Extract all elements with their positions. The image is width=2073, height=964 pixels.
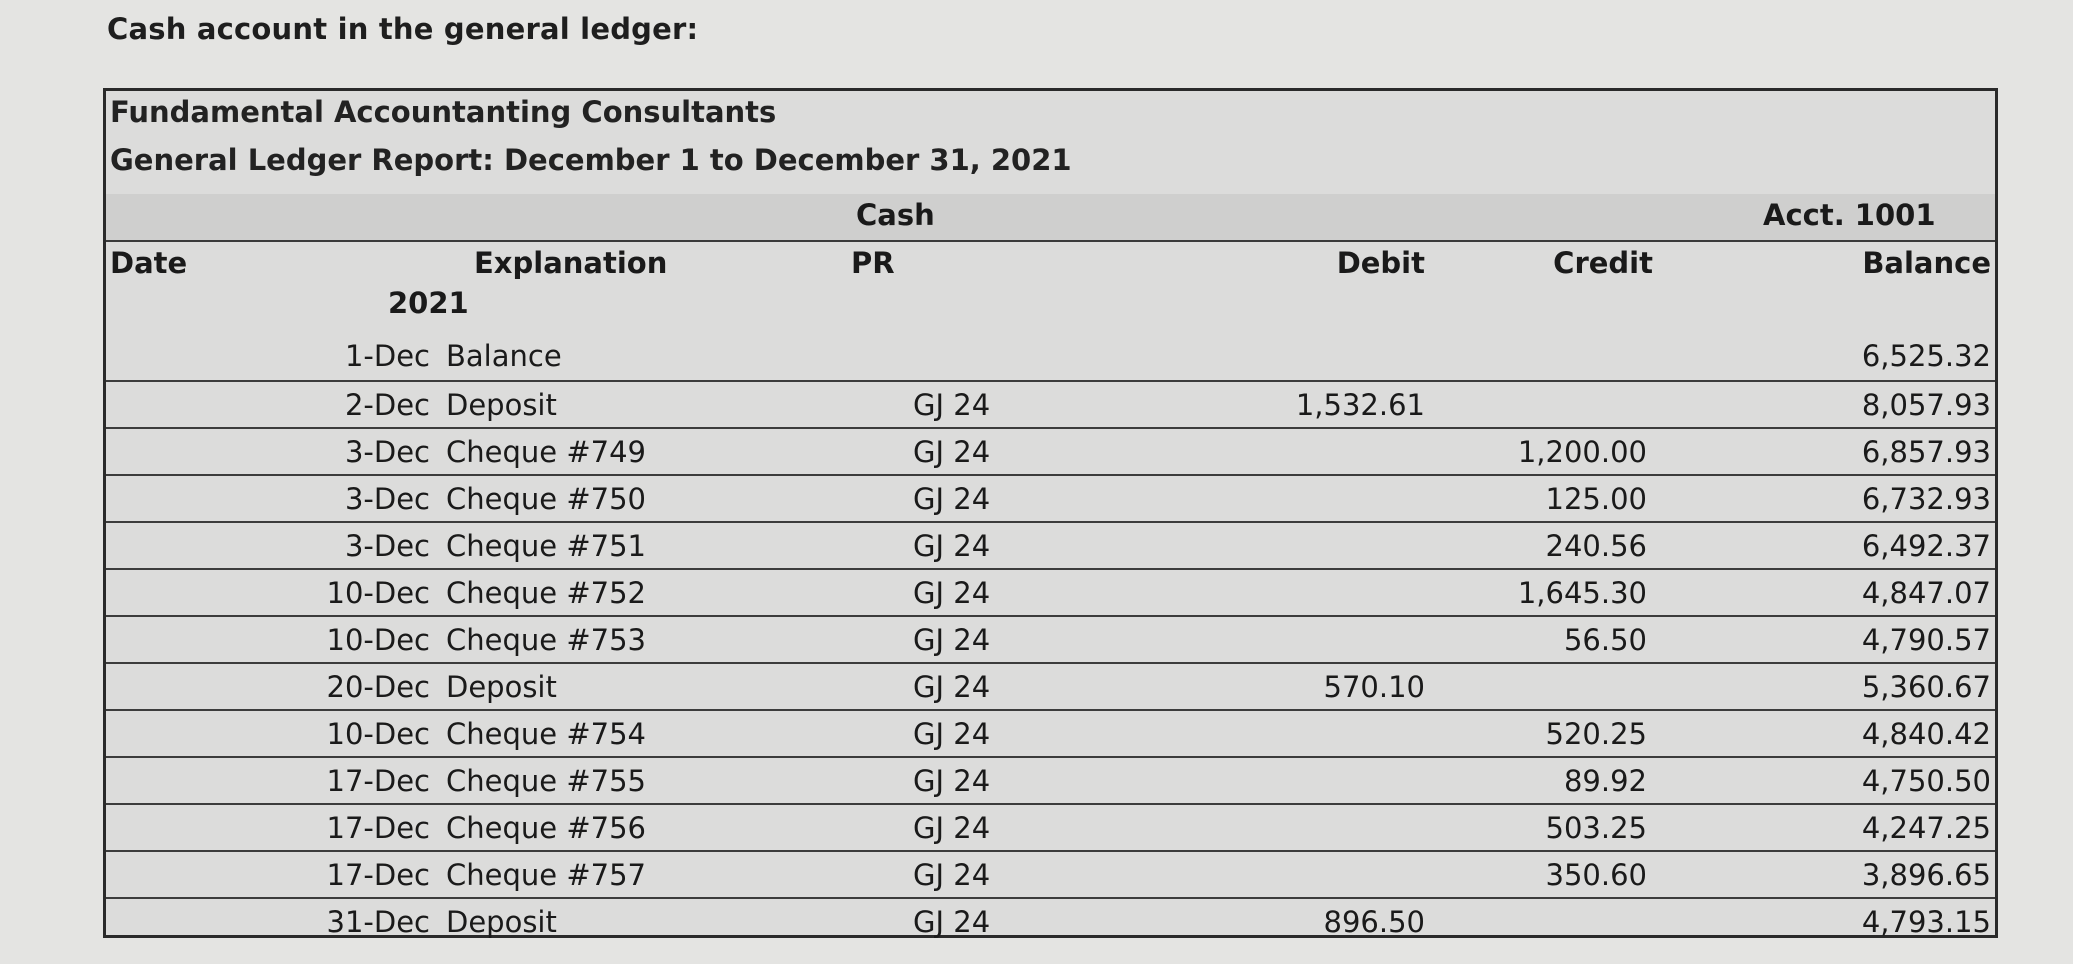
cell-balance: 4,247.25 — [1861, 811, 1991, 845]
cell-date: 17-Dec — [326, 811, 430, 845]
table-row — [106, 333, 1995, 380]
table-row — [106, 756, 1995, 803]
cell-date: 1-Dec — [344, 339, 430, 373]
cell-date: 3-Dec — [344, 529, 430, 563]
table-row — [106, 474, 1995, 521]
header-debit: Debit — [1336, 246, 1425, 280]
cell-credit: 56.50 — [1563, 623, 1647, 657]
cell-balance: 4,750.50 — [1861, 764, 1991, 798]
cell-pr: GJ 24 — [913, 670, 991, 704]
page-heading: Cash account in the general ledger: — [107, 12, 699, 46]
cell-balance: 6,492.37 — [1861, 529, 1991, 563]
cell-pr: GJ 24 — [913, 623, 991, 657]
cell-balance: 4,840.42 — [1861, 717, 1991, 751]
cell-credit: 125.00 — [1545, 482, 1647, 516]
cell-date: 2-Dec — [344, 388, 430, 422]
table-row — [106, 568, 1995, 615]
cell-balance: 6,732.93 — [1861, 482, 1991, 516]
table-row — [106, 380, 1995, 427]
cell-credit: 520.25 — [1545, 717, 1647, 751]
cell-date: 10-Dec — [326, 717, 430, 751]
cell-explanation: Cheque #755 — [446, 764, 646, 798]
cell-balance: 6,525.32 — [1861, 339, 1991, 373]
cell-pr: GJ 24 — [913, 435, 991, 469]
cell-debit: 896.50 — [1323, 905, 1425, 939]
cell-balance: 8,057.93 — [1861, 388, 1991, 422]
table-row — [106, 615, 1995, 662]
company-name: Fundamental Accountanting Consultants — [110, 95, 777, 129]
cell-credit: 503.25 — [1545, 811, 1647, 845]
cell-pr: GJ 24 — [913, 811, 991, 845]
cell-explanation: Cheque #753 — [446, 623, 646, 657]
table-row — [106, 427, 1995, 474]
table-row — [106, 662, 1995, 709]
account-number: Acct. 1001 — [1763, 198, 1936, 232]
cell-explanation: Cheque #751 — [446, 529, 646, 563]
cell-balance: 3,896.65 — [1861, 858, 1991, 892]
report-period: General Ledger Report: December 1 to December 31, 2021 — [110, 143, 1072, 177]
cell-explanation: Deposit — [446, 905, 557, 939]
cell-pr: GJ 24 — [913, 388, 991, 422]
cell-credit: 350.60 — [1545, 858, 1647, 892]
ledger-year: 2021 — [388, 286, 469, 320]
cell-credit: 89.92 — [1563, 764, 1647, 798]
table-row — [106, 709, 1995, 756]
cell-credit: 1,200.00 — [1517, 435, 1647, 469]
cell-pr: GJ 24 — [913, 529, 991, 563]
cell-credit: 240.56 — [1545, 529, 1647, 563]
cell-balance: 4,790.57 — [1861, 623, 1991, 657]
cell-explanation: Cheque #757 — [446, 858, 646, 892]
cell-explanation: Balance — [446, 339, 562, 373]
header-explanation: Explanation — [474, 246, 668, 280]
header-date: Date — [110, 246, 188, 280]
cell-date: 10-Dec — [326, 623, 430, 657]
cell-date: 3-Dec — [344, 482, 430, 516]
general-ledger-report — [103, 88, 1998, 938]
cell-debit: 1,532.61 — [1295, 388, 1425, 422]
table-row — [106, 803, 1995, 850]
table-row — [106, 850, 1995, 897]
cell-date: 31-Dec — [326, 905, 430, 939]
cell-balance: 4,793.15 — [1861, 905, 1991, 939]
cell-pr: GJ 24 — [913, 764, 991, 798]
cell-date: 10-Dec — [326, 576, 430, 610]
cell-debit: 570.10 — [1323, 670, 1425, 704]
cell-explanation: Deposit — [446, 388, 557, 422]
cell-date: 20-Dec — [326, 670, 430, 704]
cell-pr: GJ 24 — [913, 482, 991, 516]
cell-date: 3-Dec — [344, 435, 430, 469]
table-row — [106, 521, 1995, 568]
cell-pr: GJ 24 — [913, 576, 991, 610]
cell-balance: 6,857.93 — [1861, 435, 1991, 469]
cell-explanation: Cheque #750 — [446, 482, 646, 516]
header-pr: PR — [851, 246, 895, 280]
cell-explanation: Deposit — [446, 670, 557, 704]
cell-date: 17-Dec — [326, 858, 430, 892]
column-header-row — [106, 240, 1995, 288]
ledger-rows — [106, 333, 1995, 944]
cell-explanation: Cheque #749 — [446, 435, 646, 469]
header-credit: Credit — [1553, 246, 1653, 280]
cell-balance: 5,360.67 — [1861, 670, 1991, 704]
account-name: Cash — [856, 198, 935, 232]
cell-credit: 1,645.30 — [1517, 576, 1647, 610]
cell-explanation: Cheque #752 — [446, 576, 646, 610]
table-row — [106, 897, 1995, 944]
account-title-row — [106, 194, 1995, 240]
cell-explanation: Cheque #754 — [446, 717, 646, 751]
cell-pr: GJ 24 — [913, 717, 991, 751]
header-balance: Balance — [1862, 246, 1991, 280]
cell-date: 17-Dec — [326, 764, 430, 798]
cell-pr: GJ 24 — [913, 858, 991, 892]
cell-balance: 4,847.07 — [1861, 576, 1991, 610]
cell-explanation: Cheque #756 — [446, 811, 646, 845]
cell-pr: GJ 24 — [913, 905, 991, 939]
